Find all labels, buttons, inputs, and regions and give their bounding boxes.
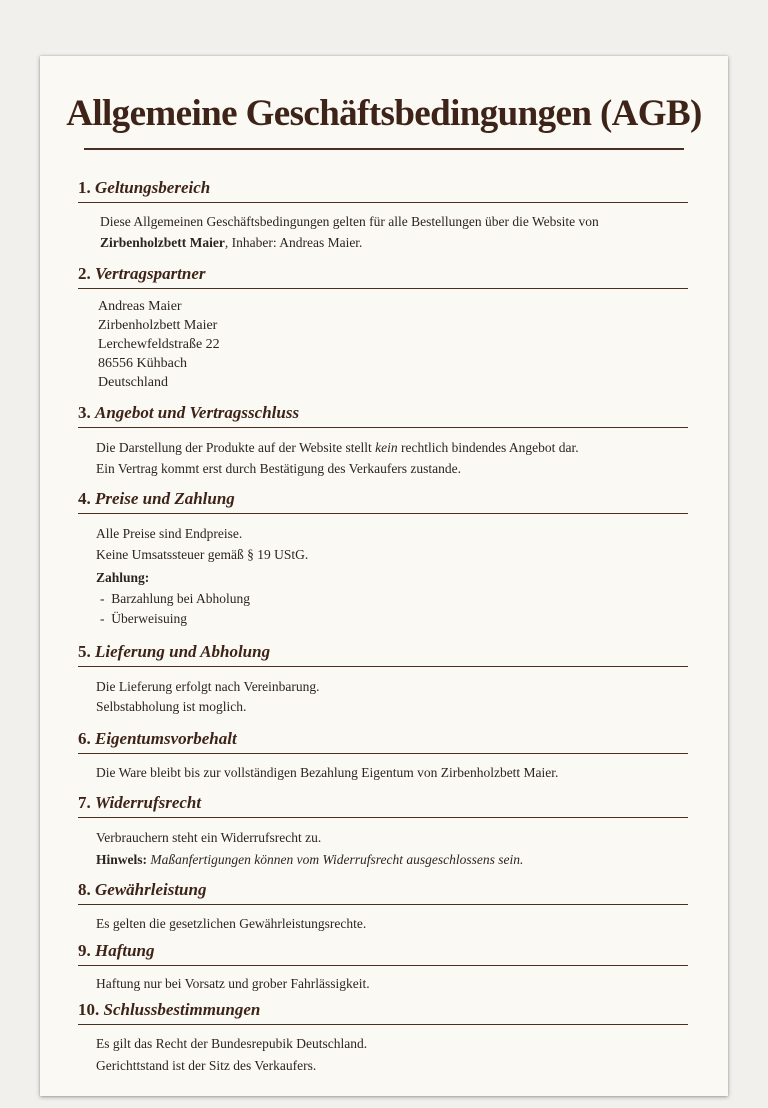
section-body: Die Lieferung erfolgt nach Vereinbarung. Selbstabholung ist moglich. [96,679,320,714]
section-heading: 2. Vertragspartner [78,264,206,283]
section-heading: 4. Preise und Zahlung [78,489,235,508]
note-label: Hinwels: [96,852,148,867]
section-heading: 5. Lieferung und Abholung [78,642,271,661]
payment-method: - Überweisuing [100,611,187,626]
contact-city: 86556 Kühbach [98,356,188,371]
section-divider [78,1024,688,1025]
section-divider [78,817,688,818]
section-body: Haftung nur bei Vorsatz und grober Fahrlässigkeit. [96,976,370,991]
section-divider [78,513,688,514]
contact-street: Lerchewfeldstraße 22 [98,337,220,352]
section-body: Die Darstellung der Produkte auf der Website stellt kein rechtlich bindendes Angebot dar. Ein Vertrag kommt erst durch Bestätigung des Verkaufers zustande. [96,440,579,476]
section-divider [78,202,688,203]
section-body: Es gelten die gesetzlichen Gewährleistungsrechte. [96,916,367,931]
contact-company: Zirbenholzbett Maier [98,318,218,333]
section-heading: 7. Widerrufsrecht [78,793,202,812]
section-body: Es gilt das Recht der Bundesrepubik Deutschland. Gerichttstand ist der Sitz des Verkaufers. [96,1036,368,1073]
section-heading: 1. Geltungsbereich [78,178,211,197]
section-divider [78,666,688,667]
section-divider [78,904,688,905]
contact-name: Andreas Maier [98,299,182,314]
section-body: Diese Allgemeinen Geschäftsbedingungen gelten für alle Bestellungen über die Website von Zirbenholzbett Maier, Inhaber: Andreas Maier. [100,214,599,250]
section-divider [78,288,688,289]
section-body: Verbrauchern steht ein Widerrufsrecht zu. Hinwels: Maßanfertigungen können vom Widerrufsrecht ausgeschlossens sein. [96,830,524,867]
section-divider [78,753,688,754]
section-body: Die Ware bleibt bis zur vollständigen Bezahlung Eigentum von Zirbenholzbett Maier. [96,765,559,780]
payment-label: Zahlung: [96,570,150,585]
section-heading: 3. Angebot und Vertragsschluss [78,403,300,422]
section-heading: 8. Gewährleistung [78,880,207,899]
section-divider [78,427,688,428]
section-body [98,297,220,392]
page-title: Allgemeine Geschäftsbedingungen (AGB) [66,93,702,134]
section-divider [78,965,688,966]
section-body: Alle Preise sind Endpreise. Keine Umsatssteuer gemäß § 19 UStG. Zahlung: - Barzahlung bei Abholung - Überweisuing [96,523,308,629]
section-heading: 10. Schlussbestimmungen [78,1000,261,1019]
contact-country: Deutschland [98,375,168,390]
payment-method: - Barzahlung bei Abholung [100,591,250,606]
section-heading: 9. Haftung [78,941,155,960]
title-divider [84,148,684,150]
section-heading: 6. Eigentumsvorbehalt [78,729,237,748]
